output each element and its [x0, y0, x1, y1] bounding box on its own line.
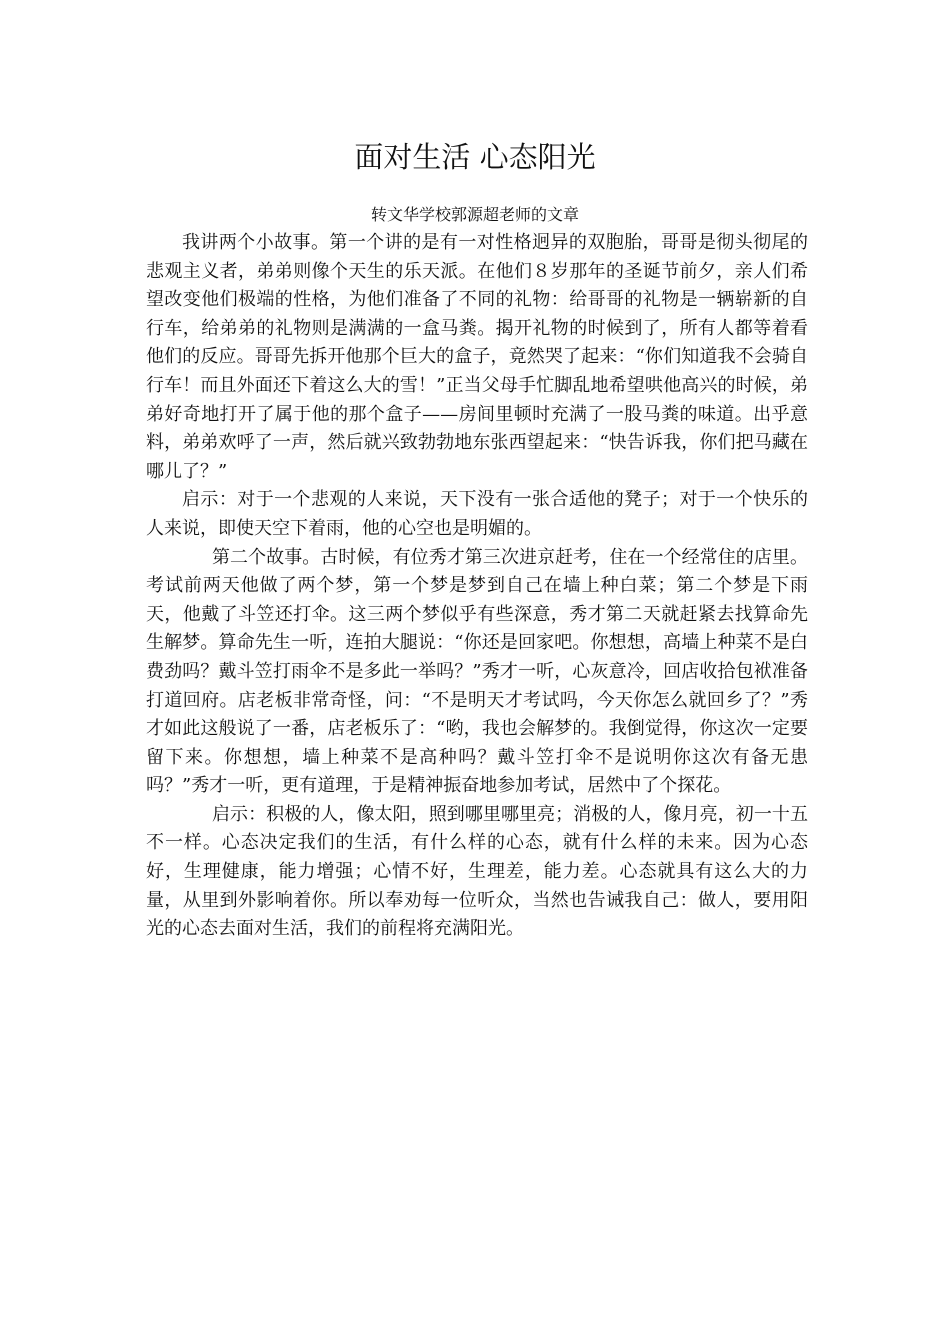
- document-subtitle: 转文华学校郭源超老师的文章: [370, 205, 579, 224]
- story-one-moral-paragraph: 启示：对于一个悲观的人来说，天下没有一张合适他的凳子；对于一个快乐的人来说，即使天空下着雨，他的心空也是明媚的。: [146, 489, 808, 539]
- story-two-paragraph: 第二个故事。古时候，有位秀才第三次进京赶考，住在一个经常住的店里。考试前两天他做了两个梦，第一个梦是梦到自己在墙上种白菜；第二个梦是下雨天，他戴了斗笠还打伞。这三两个梦似乎有些深意，秀才第二天就赶紧去找算命先生解梦。算命先生一听，连拍大腿说：“你还是回家吧。你想想，高墙上种菜不是白费劲吗？戴斗笠打雨伞不是多此一举吗？”秀才一听，心灰意冷，回店收拾包袱准备打道回府。店老板非常奇怪，问：“不是明天才考试吗，今天你怎么就回乡了？”秀才如此这般说了一番，店老板乐了：“哟，我也会解梦的。我倒觉得，你这次一定要留下来。你想想，墙上种菜不是高种吗？戴斗笠打伞不是说明你这次有备无患吗？”秀才一听，更有道理，于是精神振奋地参加考试，居然中了个探花。: [146, 546, 808, 797]
- story-two-moral-paragraph: 启示：积极的人，像太阳，照到哪里哪里亮；消极的人，像月亮，初一十五不一样。心态决定我们的生活，有什么样的心态，就有什么样的未来。因为心态好，生理健康，能力增强；心情不好，生理差，能力差。心态就具有这么大的力量，从里到外影响着你。所以奉劝每一位听众，当然也告诫我自己：做人，要用阳光的心态去面对生活，我们的前程将充满阳光。: [146, 803, 808, 940]
- document-title: 面对生活 心态阳光: [354, 140, 596, 174]
- document-body: [146, 229, 808, 944]
- story-one-paragraph: 我讲两个小故事。第一个讲的是有一对性格迥异的双胞胎，哥哥是彻头彻尾的悲观主义者，弟弟则像个天生的乐天派。在他们８岁那年的圣诞节前夕，亲人们希望改变他们极端的性格，为他们准备了不同的礼物：给哥哥的礼物是一辆崭新的自行车，给弟弟的礼物则是满满的一盒马粪。揭开礼物的时候到了，所有人都等着看他们的反应。哥哥先拆开他那个巨大的盒子，竟然哭了起来：“你们知道我不会骑自行车！而且外面还下着这么大的雪！”正当父母手忙脚乱地希望哄他高兴的时候，弟弟好奇地打开了属于他的那个盒子——房间里顿时充满了一股马粪的味道。出乎意料，弟弟欢呼了一声，然后就兴致勃勃地东张西望起来：“快告诉我，你们把马藏在哪儿了？”: [146, 232, 808, 482]
